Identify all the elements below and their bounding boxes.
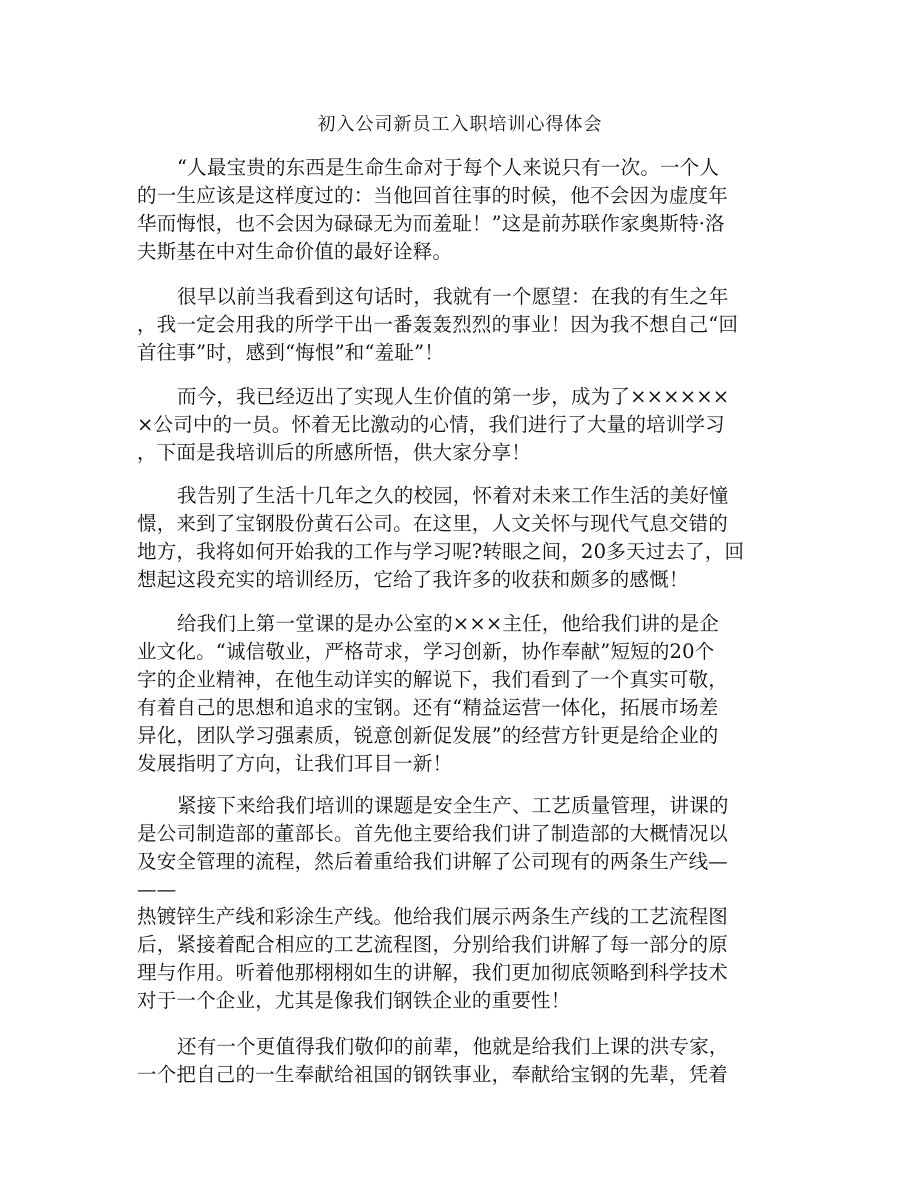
paragraph-1 [137,154,777,266]
paragraph-6 [137,792,777,904]
paragraph-line: 的一生应该是这样度过的：当他回首往事的时候，他不会因为虚度年 [137,184,729,207]
paragraph-2 [137,283,777,367]
paragraph-line: 是公司制造部的董部长。首先他主要给我们讲了制造部的大概情况以 [137,822,729,845]
paragraph-line: 发展指明了方向，让我们耳目一新！ [137,752,453,775]
paragraph-line: 夫斯基在中对生命价值的最好诠释。 [137,240,453,263]
paragraph-3 [137,383,777,467]
paragraph-line: 热镀锌生产线和彩涂生产线。他给我们展示两条生产线的工艺流程图 [137,905,729,928]
paragraph-line: 业文化。“诚信敬业，严格苛求，学习创新，协作奉献”短短的20个 [137,640,715,663]
paragraph-line: 理与作用。听着他那栩栩如生的讲解，我们更加彻底领略到科学技术 [137,961,729,984]
paragraph-line: 很早以前当我看到这句话时，我就有一个愿望：在我的有生之年 [177,285,729,308]
paragraph-line: ，下面是我培训后的所感所悟，供大家分享！ [137,441,532,464]
paragraph-line: 我告别了生活十几年之久的校园，怀着对未来工作生活的美好憧 [177,484,729,507]
paragraph-line: 及安全管理的流程，然后着重给我们讲解了公司现有的两条生产线— [137,850,729,873]
paragraph-8 [137,1033,777,1089]
paragraph-line: 给我们上第一堂课的是办公室的×××主任，他给我们讲的是企 [177,612,720,635]
paragraph-line: 对于一个企业，尤其是像我们钢铁企业的重要性！ [137,989,571,1012]
paragraph-line: “人最宝贵的东西是生命生命对于每个人来说只有一次。一个人 [177,156,720,179]
paragraph-line: 有着自己的思想和追求的宝钢。还有“精益运营一体化，拓展市场差 [137,696,719,719]
paragraph-line: 紧接下来给我们培训的课题是安全生产、工艺质量管理，讲课的 [177,794,729,817]
paragraph-line: 字的企业精神，在他生动详实的解说下，我们看到了一个真实可敬， [137,668,729,691]
paragraph-4 [137,482,777,594]
paragraph-line: 还有一个更值得我们敬仰的前辈，他就是给我们上课的洪专家， [177,1035,729,1058]
paragraph-line: 一个把自己的一生奉献给祖国的钢铁事业，奉献给宝钢的先辈，凭着 [137,1063,729,1086]
paragraph-line: 憬，来到了宝钢股份黄石公司。在这里，人文关怀与现代气息交错的 [137,512,729,535]
paragraph-line: 异化，团队学习强素质，锐意创新促发展”的经营方针更是给企业的 [137,724,719,747]
paragraph-line: ×公司中的一员。怀着无比激动的心情，我们进行了大量的培训学习 [137,413,725,436]
paragraph-7 [137,903,777,1015]
paragraph-line: 首往事”时，感到“悔恨”和“羞耻”！ [137,341,444,364]
paragraph-line: 而今，我已经迈出了实现人生价值的第一步，成为了×××××× [177,385,730,408]
paragraph-line: ，我一定会用我的所学干出一番轰轰烈烈的事业！因为我不想自己“回 [137,313,739,336]
paragraph-line: 后，紧接着配合相应的工艺流程图，分别给我们讲解了每一部分的原 [137,933,729,956]
paragraph-line: 地方，我将如何开始我的工作与学习呢?转眼之间，20多天过去了，回 [137,540,745,563]
paragraph-line: 想起这段充实的培训经历，它给了我许多的收获和颇多的感慨！ [137,568,689,591]
paragraph-line: 华而悔恨，也不会因为碌碌无为而羞耻！”这是前苏联作家奥斯特·洛 [137,212,725,235]
paragraph-line: —— [137,878,177,901]
document-title: 初入公司新员工入职培训心得体会 [317,114,603,135]
paragraph-5 [137,610,777,778]
